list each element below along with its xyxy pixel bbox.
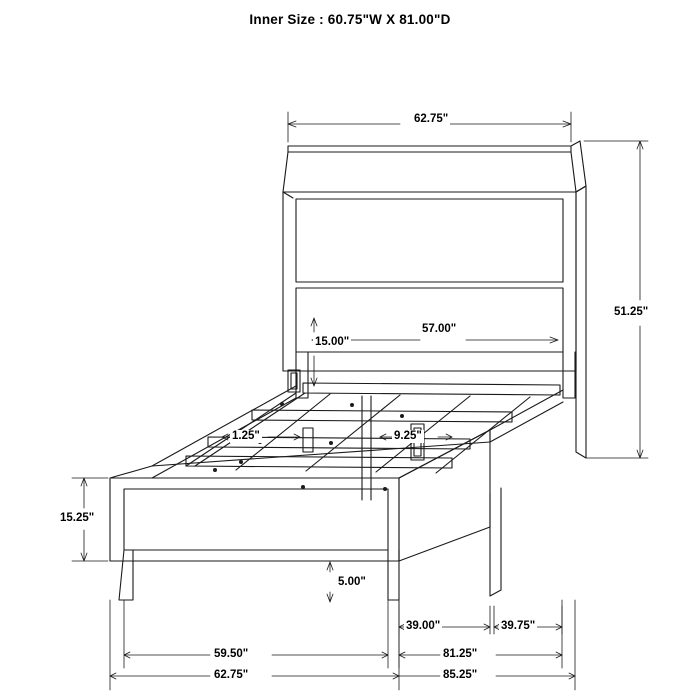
dimension-slat-spacing: 9.25" <box>394 430 422 442</box>
dimension-headboard-panel-width: 57.00" <box>422 323 457 335</box>
dimension-overall-depth: 85.25" <box>443 669 478 681</box>
headboard-crown <box>283 152 576 192</box>
page-title: Inner Size : 60.75"W X 81.00"D <box>249 12 451 27</box>
dimension-foot-depth: 39.75" <box>501 620 536 632</box>
headboard-cleat <box>303 383 560 395</box>
upper-cleat <box>252 410 512 422</box>
dimension-slat-thickness: 1.25" <box>232 430 260 442</box>
footboard-right-leg <box>388 550 399 600</box>
headboard-right-leg <box>563 352 575 398</box>
frame-right-rail-top <box>490 390 563 430</box>
dimension-side-rail-depth: 39.00" <box>406 620 441 632</box>
lower-cleat <box>186 456 452 468</box>
dimension-overall-length: 81.25" <box>443 648 478 660</box>
dimension-floor-clearance: 5.00" <box>338 576 366 588</box>
footboard-right-back-leg <box>490 488 501 596</box>
footboard-inset <box>124 489 388 550</box>
dimension-footboard-height: 15.25" <box>60 512 95 524</box>
footboard-left-leg <box>119 550 133 600</box>
slat-4 <box>436 397 530 473</box>
dimension-headboard-width: 62.75" <box>414 113 449 125</box>
footboard-panel <box>110 478 399 561</box>
headboard-left-leg <box>296 352 308 398</box>
dimension-inner-width: 59.50" <box>214 648 249 660</box>
dimension-headboard-leg-gap: 15.00" <box>315 336 350 348</box>
headboard-inset <box>296 199 563 282</box>
headboard-left-edge <box>283 192 293 198</box>
headboard-top-cap <box>288 146 571 152</box>
frame-left-rail-top <box>152 386 296 466</box>
footboard-side <box>399 430 490 561</box>
headboard-side-thickness <box>576 186 586 458</box>
frame-bracket-left <box>303 428 313 452</box>
dimension-outer-width: 62.75" <box>214 669 249 681</box>
dimension-headboard-height: 51.25" <box>614 306 649 318</box>
